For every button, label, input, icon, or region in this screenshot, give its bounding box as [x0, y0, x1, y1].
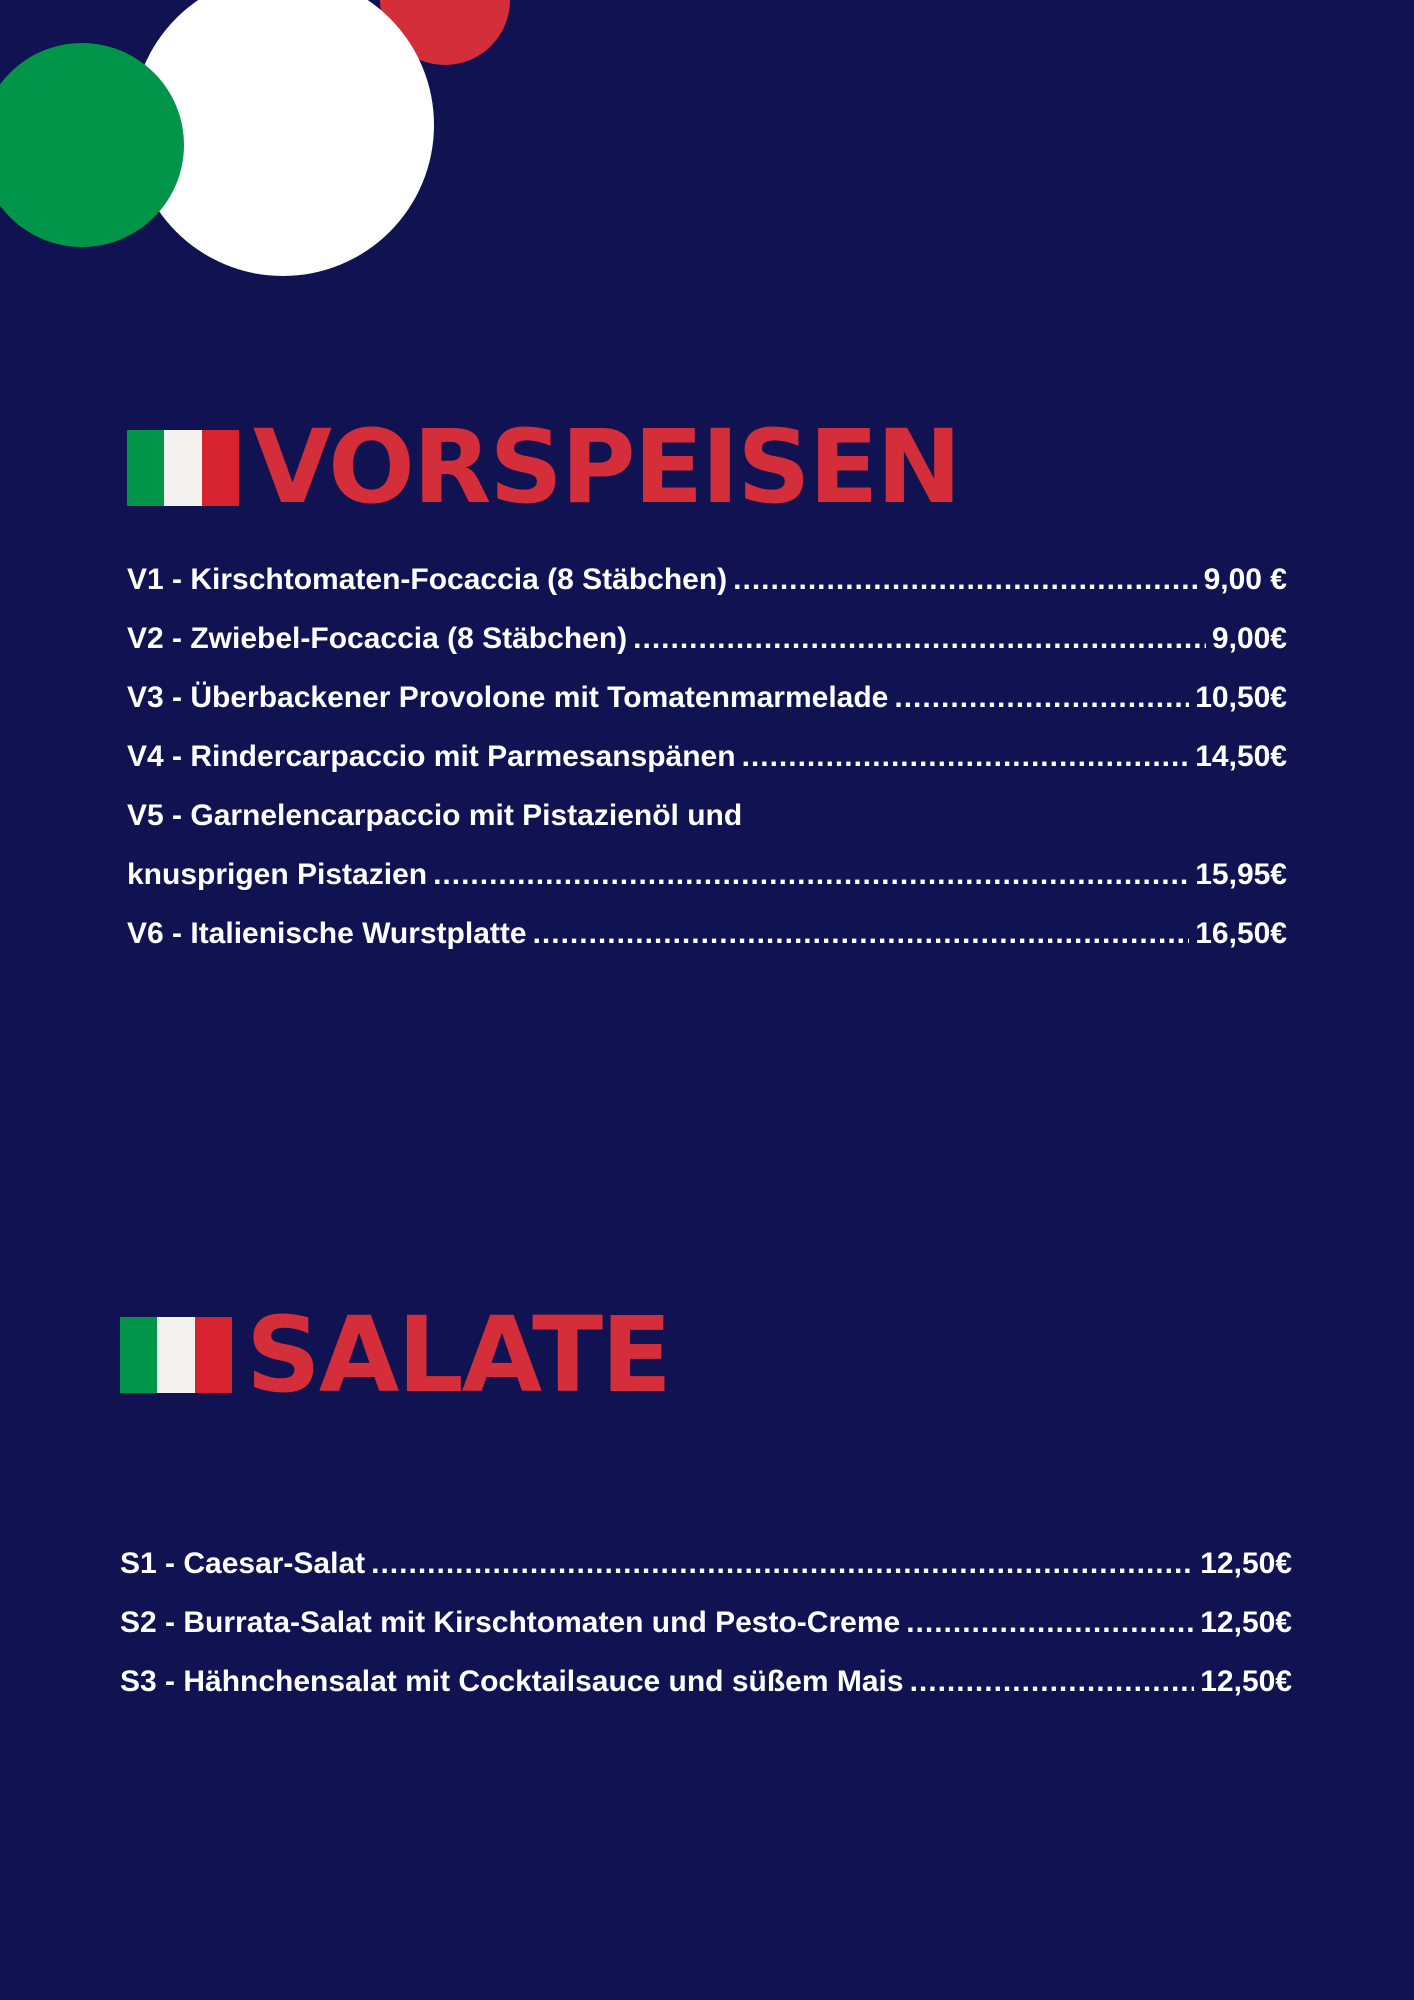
menu-list	[120, 1534, 1292, 1711]
menu-item	[127, 550, 1287, 609]
menu-item-price: 12,50€	[1200, 1606, 1292, 1639]
menu-item	[127, 727, 1287, 786]
menu-item-name: S2 - Burrata-Salat mit Kirschtomaten und Pesto-Creme	[120, 1606, 901, 1639]
menu-item-name: V3 - Überbackener Provolone mit Tomatenmarmelade	[127, 681, 889, 714]
menu-item-price: 10,50€	[1195, 681, 1287, 714]
dot-leader	[894, 668, 1189, 727]
italian-flag-icon	[120, 1317, 232, 1393]
menu-item-name: S3 - Hähnchensalat mit Cocktailsauce und süßem Mais	[120, 1665, 904, 1698]
menu-item-name: V6 - Italienische Wurstplatte	[127, 917, 527, 950]
menu-item-name: V2 - Zwiebel-Focaccia (8 Stäbchen)	[127, 622, 628, 655]
menu-item	[120, 1652, 1292, 1711]
salate-section	[120, 1294, 1292, 1711]
menu-list	[127, 550, 1287, 963]
dot-leader	[733, 550, 1197, 609]
menu-item-name: V1 - Kirschtomaten-Focaccia (8 Stäbchen)	[127, 563, 728, 596]
dot-leader	[906, 1593, 1194, 1652]
menu-item-price: 16,50€	[1195, 917, 1287, 950]
dot-leader	[371, 1534, 1194, 1593]
menu-item	[127, 668, 1287, 727]
dot-leader	[910, 1652, 1195, 1711]
menu-item-price: 9,00€	[1211, 622, 1287, 655]
menu-item	[127, 904, 1287, 963]
vorspeisen-section	[127, 407, 1287, 963]
dot-leader	[433, 845, 1189, 904]
dot-leader	[533, 904, 1190, 963]
salate-heading	[120, 1294, 1292, 1416]
italian-flag-icon	[127, 430, 239, 506]
menu-item	[120, 1593, 1292, 1652]
menu-item	[120, 1534, 1292, 1593]
menu-item-price: 12,50€	[1200, 1547, 1292, 1580]
menu-item-name-line1: V5 - Garnelencarpaccio mit Pistazienöl und	[127, 799, 743, 832]
menu-item-price: 12,50€	[1200, 1665, 1292, 1698]
menu-item-price: 15,95€	[1195, 858, 1287, 891]
menu-item-name-line2: knusprigen Pistazien	[127, 858, 428, 891]
section-title: SALATE	[246, 1294, 671, 1416]
menu-item	[127, 845, 1287, 904]
menu-item	[127, 609, 1287, 668]
section-title: VORSPEISEN	[253, 407, 960, 527]
menu-item-name: V4 - Rindercarpaccio mit Parmesanspänen	[127, 740, 736, 773]
menu-item-price: 9,00 €	[1203, 563, 1287, 596]
menu-item-price: 14,50€	[1195, 740, 1287, 773]
vorspeisen-heading	[127, 407, 1287, 527]
menu-item-name: S1 - Caesar-Salat	[120, 1547, 366, 1580]
dot-leader	[742, 727, 1190, 786]
dot-leader	[633, 609, 1206, 668]
